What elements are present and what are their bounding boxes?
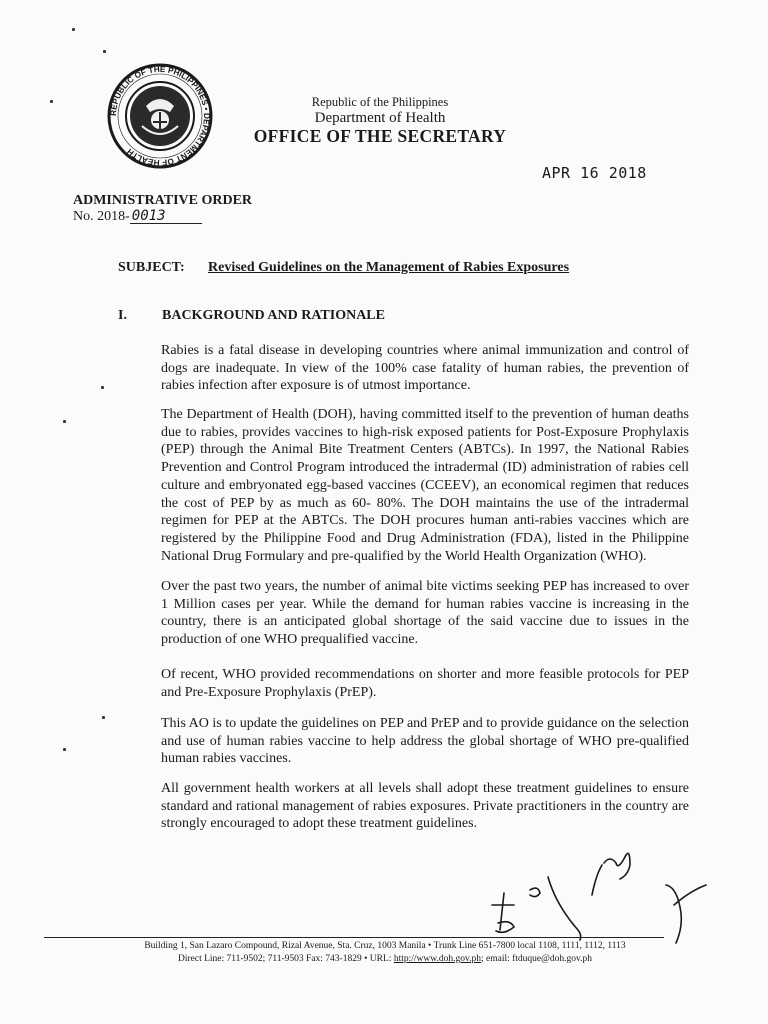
handwritten-initials <box>470 835 730 950</box>
order-number-handwritten: 0013 <box>130 209 202 224</box>
section-number: I. <box>118 308 127 323</box>
doh-seal-icon <box>106 62 214 170</box>
header-department: Department of Health <box>314 110 446 126</box>
footer-contact <box>60 954 710 964</box>
scan-speck <box>101 386 104 389</box>
scan-speck <box>50 100 53 103</box>
subject-label: SUBJECT: <box>118 260 185 275</box>
order-number-prefix: No. 2018- <box>73 209 130 224</box>
paragraph: This AO is to update the guidelines on PEP and PrEP and to provide guidance on the selection and use of human rabies vaccine to help address the global shortage of WHO pre-qualified human rabies vaccines. <box>161 716 689 767</box>
header-office: OFFICE OF THE SECRETARY <box>253 126 507 146</box>
scan-speck <box>102 716 105 719</box>
footer-rule <box>44 937 664 938</box>
date-stamp: APR 16 2018 <box>542 164 647 182</box>
section-title: BACKGROUND AND RATIONALE <box>162 308 385 323</box>
scan-speck <box>103 50 106 53</box>
paragraph: All government health workers at all levels shall adopt these treatment guidelines to ensure standard and rational management of rabies exposures. Private practitioners in the country are strongly encouraged to adopt these treatment guidelines. <box>161 781 689 832</box>
order-title: ADMINISTRATIVE ORDER <box>73 193 253 208</box>
paragraph: Over the past two years, the number of animal bite victims seeking PEP has increased to over 1 Million cases per year. While the demand for human rabies vaccine is increasing in the country, there is an anticipated global shortage of the said vaccine due to issues in the production of one WHO prequalified vaccine. <box>161 579 689 648</box>
footer-url-link[interactable]: http://www.doh.gov.ph <box>393 954 481 964</box>
scan-speck <box>63 748 66 751</box>
header-republic: Republic of the Philippines <box>311 95 449 109</box>
paragraph: The Department of Health (DOH), having committed itself to the prevention of human deaths due to rabies, provides vaccines to high-risk exposed patients for Post-Exposure Prophylaxis (PEP) through the Animal Bite Treatment Centers (ABTCs). In 1997, the National Rabies Prevention and Control Program introduced the intradermal (ID) administration of rabies cell culture and embryonated egg-based vaccines (CCEEV), an economical regimen that reduces the cost of PEP by as much as 60- 80%. The DOH maintains the use of the intradermal regimen for PEP at the ABTCs. The DOH procures human anti-rabies vaccines which are registered by the Philippine Food and Drug Administration (FDA), listed in the Philippine National Drug Formulary and pre-qualified by the World Health Organization (WHO). <box>161 407 689 564</box>
paragraph: Rabies is a fatal disease in developing countries where animal immunization and control of dogs are inadequate. In view of the 100% case fatality of human rabies, the prevention of rabies infection after exposure is of utmost importance. <box>161 343 689 394</box>
paragraph: Of recent, WHO provided recommendations on shorter and more feasible protocols for PEP and Pre-Exposure Prophylaxis (PrEP). <box>161 667 689 700</box>
footer-address: Building 1, San Lazaro Compound, Rizal Avenue, Sta. Cruz, 1003 Manila • Trunk Line 651-7800 local 1108, 1111, 1112, 1113 <box>144 941 626 951</box>
footer-contact-suffix: ; email: ftduque@doh.gov.ph <box>480 954 593 964</box>
subject-title: Revised Guidelines on the Management of Rabies Exposures <box>208 260 570 275</box>
scan-speck <box>63 420 66 423</box>
scan-speck <box>72 28 75 31</box>
svg-text:REPUBLIC OF THE PHILIPPINES •: REPUBLIC OF THE PHILIPPINES • DEPARTMENT OF HEALTH <box>108 64 212 168</box>
order-number <box>73 209 202 225</box>
footer-contact-prefix: Direct Line: 711-9502; 711-9503 Fax: 743-1829 • URL: <box>177 954 394 964</box>
